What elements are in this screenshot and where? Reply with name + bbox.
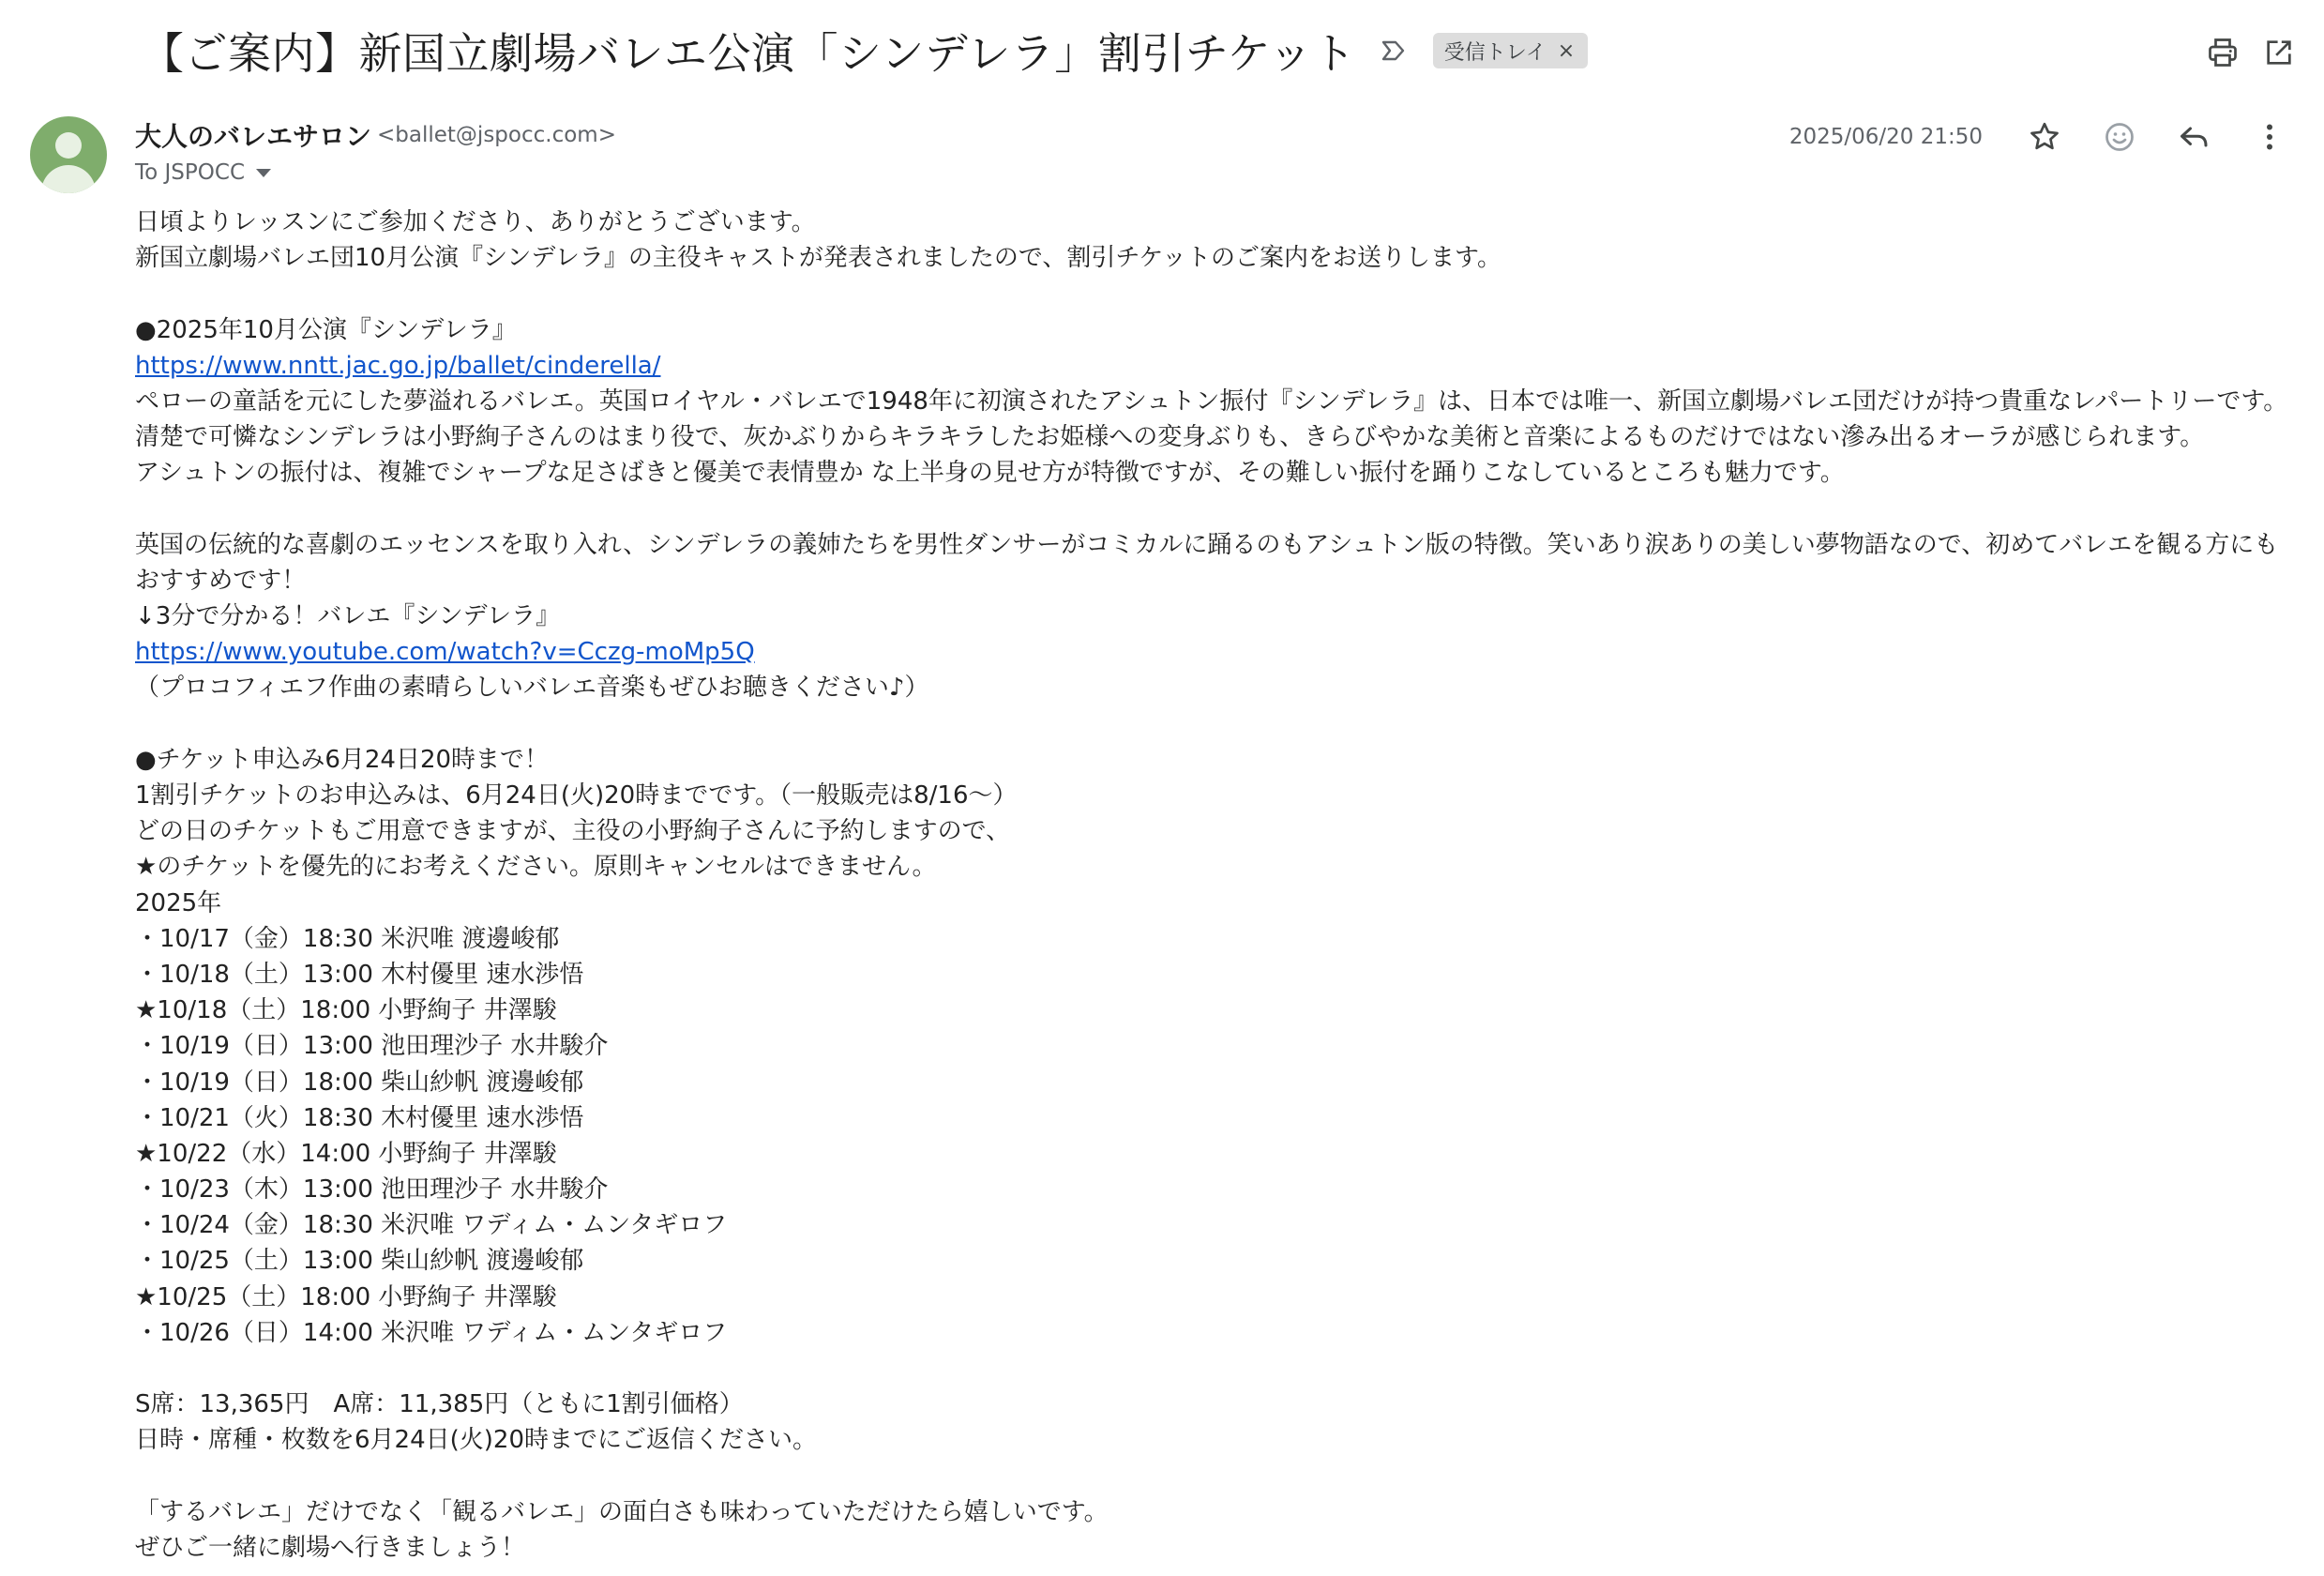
body-intro: 新国立劇場バレエ団10月公演『シンデレラ』の主役キャストが発表されましたので、割引チケットのご案内をお送りします。 bbox=[135, 244, 1502, 273]
message-body bbox=[135, 205, 2292, 1566]
print-icon[interactable] bbox=[2195, 26, 2251, 79]
schedule-item: ・10/26（日）14:00 米沢唯 ワディム・ムンタギロフ bbox=[135, 1318, 728, 1347]
closing-line-1: 「するバレエ」だけでなく「観るバレエ」の面白さも味わっていただけたら嬉しいです。 bbox=[135, 1497, 1109, 1526]
schedule-item: ・10/25（土）13:00 柴山紗帆 渡邊峻郁 bbox=[135, 1247, 584, 1276]
description-paragraph-3: アシュトンの振付は、複雑でシャープな足さばきと優美で表情豊か な上半身の見せ方が特徴ですが、その難しい振付を踊りこなしているところも魅力です。 bbox=[135, 459, 1845, 488]
sender-name[interactable]: 大人のバレエサロン bbox=[135, 121, 372, 152]
video-link[interactable]: https://www.youtube.com/watch?v=Cczg-moMp5Q bbox=[135, 638, 755, 667]
music-note: （プロコフィエフ作曲の素晴らしいバレエ音楽もぜひお聴きください♪） bbox=[135, 674, 929, 703]
schedule-item: ★10/18（土）18:00 小野絢子 井澤駿 bbox=[135, 996, 557, 1025]
star-icon[interactable] bbox=[2007, 111, 2082, 163]
performance-heading: ●2025年10月公演『シンデレラ』 bbox=[135, 315, 517, 344]
blank-line bbox=[135, 706, 2292, 742]
emoji-reaction-icon[interactable] bbox=[2082, 111, 2157, 163]
recipient-text: To JSPOCC bbox=[135, 160, 245, 185]
reply-instruction: 日時・席種・枚数を6月24日(火)20時までにご返信ください。 bbox=[135, 1426, 817, 1455]
schedule-item: ・10/23（木）13:00 池田理沙子 水井駿介 bbox=[135, 1175, 609, 1205]
schedule-item: ★10/25（土）18:00 小野絢子 井澤駿 bbox=[135, 1282, 557, 1311]
performance-link[interactable]: https://www.nntt.jac.go.jp/ballet/cinderella/ bbox=[135, 351, 661, 380]
description-paragraph-4: 英国の伝統的な喜劇のエッセンスを取り入れ、シンデレラの義姉たちを男性ダンサーがコミカルに踊るのもアシュトン版の特徴。笑いあり涙ありの美しい夢物語なので、初めてバレエを観る方にもおすすめです！ bbox=[135, 530, 2279, 595]
important-marker-icon[interactable] bbox=[1381, 37, 1409, 65]
sender-avatar[interactable] bbox=[30, 116, 107, 193]
blank-line bbox=[135, 1459, 2292, 1494]
schedule-item: ・10/19（日）18:00 柴山紗帆 渡邊峻郁 bbox=[135, 1068, 584, 1097]
open-in-new-window-icon[interactable] bbox=[2251, 26, 2307, 79]
more-vertical-icon[interactable] bbox=[2232, 111, 2307, 163]
sender-email: <ballet@jspocc.com> bbox=[377, 123, 616, 147]
avatar-body-shape bbox=[41, 165, 96, 193]
avatar-head-shape bbox=[55, 132, 82, 159]
schedule-item: ・10/18（土）13:00 木村優里 速水渉悟 bbox=[135, 960, 584, 989]
ticket-heading: ●チケット申込み6月24日20時まで！ bbox=[135, 745, 550, 774]
remove-label-icon[interactable]: × bbox=[1557, 38, 1576, 63]
recipient-line bbox=[135, 158, 271, 188]
description-paragraph-1: ペローの童話を元にした夢溢れるバレエ。英国ロイヤル・バレエで1948年に初演されたアシュトン振付『シンデレラ』は、日本では唯一、新国立劇場バレエ団だけが持つ貴重なレパートリーです。 bbox=[135, 386, 2288, 416]
schedule-item: ・10/21（火）18:30 木村優里 速水渉悟 bbox=[135, 1103, 584, 1132]
schedule-item: ・10/24（金）18:30 米沢唯 ワディム・ムンタギロフ bbox=[135, 1211, 728, 1240]
body-greeting: 日頃よりレッスンにご参加くださり、ありがとうございます。 bbox=[135, 208, 816, 236]
subject-row bbox=[141, 17, 1588, 84]
reply-icon[interactable] bbox=[2157, 111, 2232, 163]
ticket-availability-text: どの日のチケットもご用意できますが、主役の小野絢子さんに予約しますので、 bbox=[135, 817, 1011, 846]
schedule-item: ★10/22（水）14:00 小野絢子 井澤駿 bbox=[135, 1139, 557, 1168]
email-subject: 【ご案内】新国立劇場バレエ公演「シンデレラ」割引チケット bbox=[141, 28, 1356, 79]
show-details-chevron-down-icon[interactable] bbox=[256, 169, 271, 177]
message-date: 2025/06/20 21:50 bbox=[1788, 125, 1983, 149]
price-info: S席：13,365円 A席：11,385円（ともに1割引価格） bbox=[135, 1390, 744, 1419]
label-chip-text: 受信トレイ bbox=[1443, 40, 1547, 65]
schedule-item: ・10/17（金）18:30 米沢唯 渡邊峻郁 bbox=[135, 924, 560, 953]
schedule-item: ・10/19（日）13:00 池田理沙子 水井駿介 bbox=[135, 1032, 609, 1061]
sender-line bbox=[135, 116, 616, 154]
blank-line bbox=[135, 276, 2292, 311]
blank-line bbox=[135, 492, 2292, 527]
blank-line bbox=[135, 1351, 2292, 1387]
schedule-year: 2025年 bbox=[135, 888, 222, 917]
message-actions bbox=[1789, 111, 2307, 163]
ticket-priority-text: ★のチケットを優先的にお考えください。原則キャンセルはできません。 bbox=[135, 853, 937, 882]
ticket-deadline-text: 1割引チケットのお申込みは、6月24日(火)20時までです。（一般販売は8/16〜） bbox=[135, 781, 1018, 811]
subject-actions bbox=[2195, 26, 2307, 79]
video-heading: ↓3分で分かる！バレエ『シンデレラ』 bbox=[135, 602, 561, 631]
closing-line-2: ぜひご一緒に劇場へ行きましょう！ bbox=[135, 1533, 526, 1562]
label-chip-inbox[interactable] bbox=[1433, 33, 1588, 68]
description-paragraph-2: 清楚で可憐なシンデレラは小野絢子さんのはまり役で、灰かぶりからキラキラしたお姫様への変身ぶりも、きらびやかな美術と音楽によるものだけではない滲み出るオーラが感じられます。 bbox=[135, 423, 2205, 452]
